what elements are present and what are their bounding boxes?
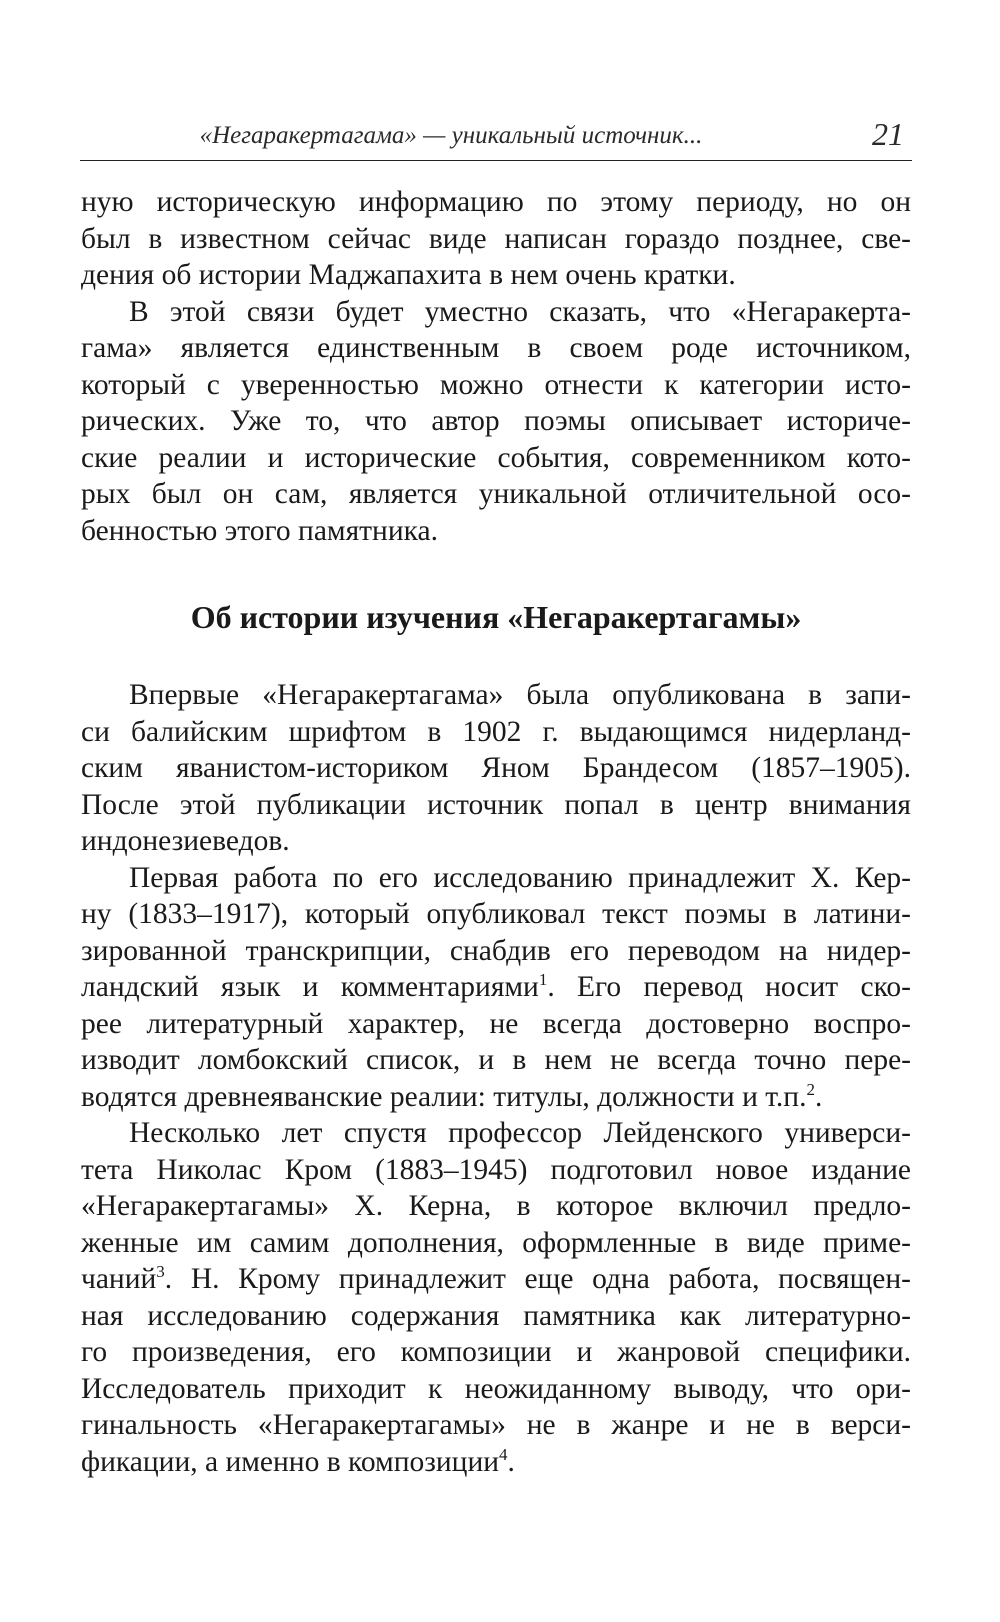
paragraph xyxy=(81,184,911,294)
text-segment: . xyxy=(507,1445,515,1478)
text-line xyxy=(81,1444,911,1481)
text-line xyxy=(81,1079,911,1116)
text-line: ским яванистом-историком Яном Брандесом (1857–1905). xyxy=(81,752,911,784)
text-segment: ландский язык и комментариями xyxy=(81,971,539,1003)
text-line xyxy=(81,969,911,1006)
text-line: ну (1833–1917), который опубликовал текст поэмы в латини- xyxy=(81,898,911,930)
text-segment: . Его перевод носит ско- xyxy=(547,971,911,1003)
text-line: был в известном сейчас виде написан гораздо позднее, све- xyxy=(81,222,911,255)
running-header xyxy=(80,108,912,161)
text-line: рических. Уже то, что автор поэмы описывает историче- xyxy=(81,405,911,437)
text-segment: чаний xyxy=(81,1263,157,1295)
paragraph xyxy=(81,294,911,550)
running-title: «Негаракертагама» — уникальный источник... xyxy=(199,122,703,149)
text-segment: водятся древнеяванские реалии: титулы, должности и т.п. xyxy=(81,1080,807,1113)
paragraph xyxy=(81,860,911,1116)
text-segment: фикации, а именно в композиции xyxy=(81,1445,500,1478)
text-line: ная исследованию содержания памятника как литературно- xyxy=(81,1299,911,1332)
paragraph xyxy=(81,677,911,860)
text-line: изводит ломбокский список, и в нем не всегда точно пере- xyxy=(81,1044,911,1076)
text-line: Впервые «Негаракертагама» была опубликована в запи- xyxy=(129,679,911,711)
section-heading: Об истории изучения «Негаракертагамы» xyxy=(190,599,802,635)
text-line: В этой связи будет уместно сказать, что «Негаракерта- xyxy=(129,295,911,328)
text-line: Исследователь приходит к неожиданному выводу, что ори- xyxy=(81,1372,911,1405)
text-line xyxy=(81,1261,911,1298)
text-line: рее литературный характер, не всегда достоверно воспро- xyxy=(81,1007,911,1040)
text-line: Первая работа по его исследованию принадлежит Х. Кер- xyxy=(129,861,911,894)
text-line: Несколько лет спустя профессор Лейденского универси- xyxy=(129,1117,911,1149)
text-line: зированной транскрипции, снабдив его переводом на нидер- xyxy=(81,934,911,967)
text-line: женные им самим дополнения, оформленные в виде приме- xyxy=(81,1226,911,1259)
text-line: индонезиеведов. xyxy=(81,825,290,857)
text-line: который с уверенностью можно отнести к категории исто- xyxy=(81,368,911,401)
text-line: си балийским шрифтом в 1902 г. выдающимся нидерланд- xyxy=(81,715,911,748)
footnote-marker: 1 xyxy=(538,970,548,990)
text-line: го произведения, его композиции и жанровой специфики. xyxy=(81,1336,911,1368)
paragraph xyxy=(81,1115,911,1480)
footnote-marker: 3 xyxy=(156,1262,165,1282)
footnote-marker: 4 xyxy=(499,1444,508,1464)
text-line: гама» является единственным в своем роде источником, xyxy=(81,332,911,364)
text-line: тета Николас Кром (1883–1945) подготовил новое издание xyxy=(81,1153,911,1186)
body-text xyxy=(81,184,911,1480)
text-line: «Негаракертагамы» Х. Керна, в которое включил предло- xyxy=(81,1190,911,1222)
text-line: гинальность «Негаракертагамы» не в жанре и не в верси- xyxy=(81,1409,911,1441)
text-line: ную историческую информацию по этому периоду, но он xyxy=(81,186,911,218)
text-line: После этой публикации источник попал в центр внимания xyxy=(81,788,911,821)
text-segment: . Н. Крому принадлежит еще одна работа, посвящен- xyxy=(164,1263,911,1295)
text-line: ские реалии и исторические события, современником кото- xyxy=(81,441,911,474)
text-line: бенностью этого памятника. xyxy=(81,514,438,547)
text-line: дения об истории Маджапахита в нем очень кратки. xyxy=(81,259,736,291)
text-line: рых был он сам, является уникальной отличительной осо- xyxy=(81,478,911,510)
text-segment: . xyxy=(814,1080,823,1113)
page-number: 21 xyxy=(872,116,904,152)
footnote-marker: 2 xyxy=(806,1079,815,1099)
